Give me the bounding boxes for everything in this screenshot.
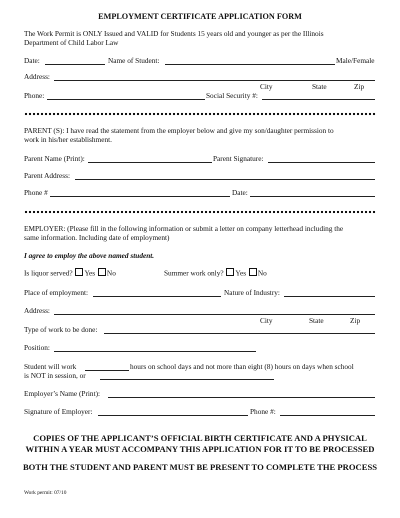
employer-statement-line-1: EMPLOYER: (Please fill in the following information or submit a letter on company letterhead including the: [24, 224, 344, 233]
hours-line-1-start: Student will work: [24, 362, 77, 371]
summer-no-label: No: [257, 268, 267, 278]
liquor-no-checkbox[interactable]: [98, 268, 106, 276]
liquor-label: Is liquor served?: [24, 268, 73, 278]
liquor-yes-label: Yes: [84, 268, 96, 278]
student-state-label: State: [312, 82, 327, 91]
hours-alternative-field[interactable]: [100, 379, 274, 380]
nature-of-industry-field[interactable]: [284, 296, 375, 297]
parent-address-label: Parent Address:: [24, 171, 71, 180]
student-city-label: City: [260, 82, 273, 91]
intro-line-2: Department of Child Labor Law: [24, 38, 119, 47]
parent-phone-label: Phone #: [24, 188, 48, 197]
hours-line-2: is NOT in session, or: [24, 371, 86, 380]
parent-date-field[interactable]: [250, 196, 375, 197]
hours-line-1-end: hours on school days and not more than eight (8) hours on days when school: [130, 362, 354, 371]
position-field[interactable]: [54, 351, 256, 352]
parent-date-label: Date:: [232, 188, 248, 197]
liquor-question: [24, 268, 116, 278]
student-address-field[interactable]: [54, 80, 375, 81]
employer-zip-label: Zip: [350, 316, 361, 325]
hours-field[interactable]: [85, 370, 129, 371]
student-name-field[interactable]: [165, 64, 335, 65]
employer-name-field[interactable]: [108, 397, 375, 398]
date-field[interactable]: [45, 64, 105, 65]
notice-line-1: COPIES OF THE APPLICANT’S OFFICIAL BIRTH CERTIFICATE AND A PHYSICAL: [33, 433, 367, 443]
notice-line-2: WITHIN A YEAR MUST ACCOMPANY THIS APPLICATION FOR IT TO BE PROCESSED: [25, 444, 375, 454]
summer-yes-label: Yes: [235, 268, 247, 278]
parent-signature-label: Parent Signature:: [213, 154, 264, 163]
employer-city-label: City: [260, 316, 273, 325]
ssn-label: Social Security #:: [206, 91, 258, 100]
parent-signature-field[interactable]: [268, 162, 375, 163]
nature-of-industry-label: Nature of Industry:: [224, 288, 280, 297]
intro-line-1: The Work Permit is ONLY Issued and VALID for Students 15 years old and younger as per the Illinois: [24, 29, 324, 38]
employer-statement-line-2: same information. Including date of employment): [24, 233, 170, 242]
parent-name-label: Parent Name (Print):: [24, 154, 85, 163]
student-zip-label: Zip: [354, 82, 365, 91]
parent-statement-line-2: work in his/her establishment.: [24, 135, 112, 144]
parent-phone-field[interactable]: [50, 196, 230, 197]
employer-signature-label: Signature of Employer:: [24, 407, 93, 416]
position-label: Position:: [24, 343, 50, 352]
work-type-field[interactable]: [104, 333, 375, 334]
ssn-field[interactable]: [262, 99, 375, 100]
form-code: Work permit: 07/10: [24, 490, 67, 496]
form-title: EMPLOYMENT CERTIFICATE APPLICATION FORM: [98, 12, 302, 21]
parent-statement-line-1: PARENT (S): I have read the statement from the employer below and give my son/daughter permission to: [24, 126, 334, 135]
student-address-label: Address:: [24, 72, 50, 81]
section-divider: [24, 112, 376, 116]
date-label: Date:: [24, 56, 40, 65]
summer-yes-checkbox[interactable]: [226, 268, 234, 276]
summer-label: Summer work only?: [164, 268, 224, 278]
place-of-employment-label: Place of employment:: [24, 288, 89, 297]
notice-line-3: BOTH THE STUDENT AND PARENT MUST BE PRESENT TO COMPLETE THE PROCESS: [22, 462, 378, 472]
liquor-no-label: No: [106, 268, 116, 278]
student-name-label: Name of Student:: [108, 56, 160, 65]
summer-no-checkbox[interactable]: [249, 268, 257, 276]
employer-name-label: Employer’s Name (Print):: [24, 389, 101, 398]
employer-address-field[interactable]: [54, 314, 375, 315]
gender-label: Male/Female: [336, 56, 375, 65]
employer-signature-field[interactable]: [98, 415, 248, 416]
student-phone-field[interactable]: [47, 99, 205, 100]
employer-state-label: State: [309, 316, 324, 325]
summer-question: [164, 268, 267, 278]
parent-name-field[interactable]: [88, 162, 212, 163]
section-divider: [24, 210, 376, 214]
employer-phone-field[interactable]: [280, 415, 375, 416]
liquor-yes-checkbox[interactable]: [75, 268, 83, 276]
employer-phone-label: Phone #:: [250, 407, 276, 416]
parent-address-field[interactable]: [75, 179, 375, 180]
employer-address-label: Address:: [24, 306, 50, 315]
employer-agreement: I agree to employ the above named student.: [24, 251, 155, 260]
place-of-employment-field[interactable]: [93, 296, 221, 297]
student-phone-label: Phone:: [24, 91, 45, 100]
work-type-label: Type of work to be done:: [24, 325, 98, 334]
